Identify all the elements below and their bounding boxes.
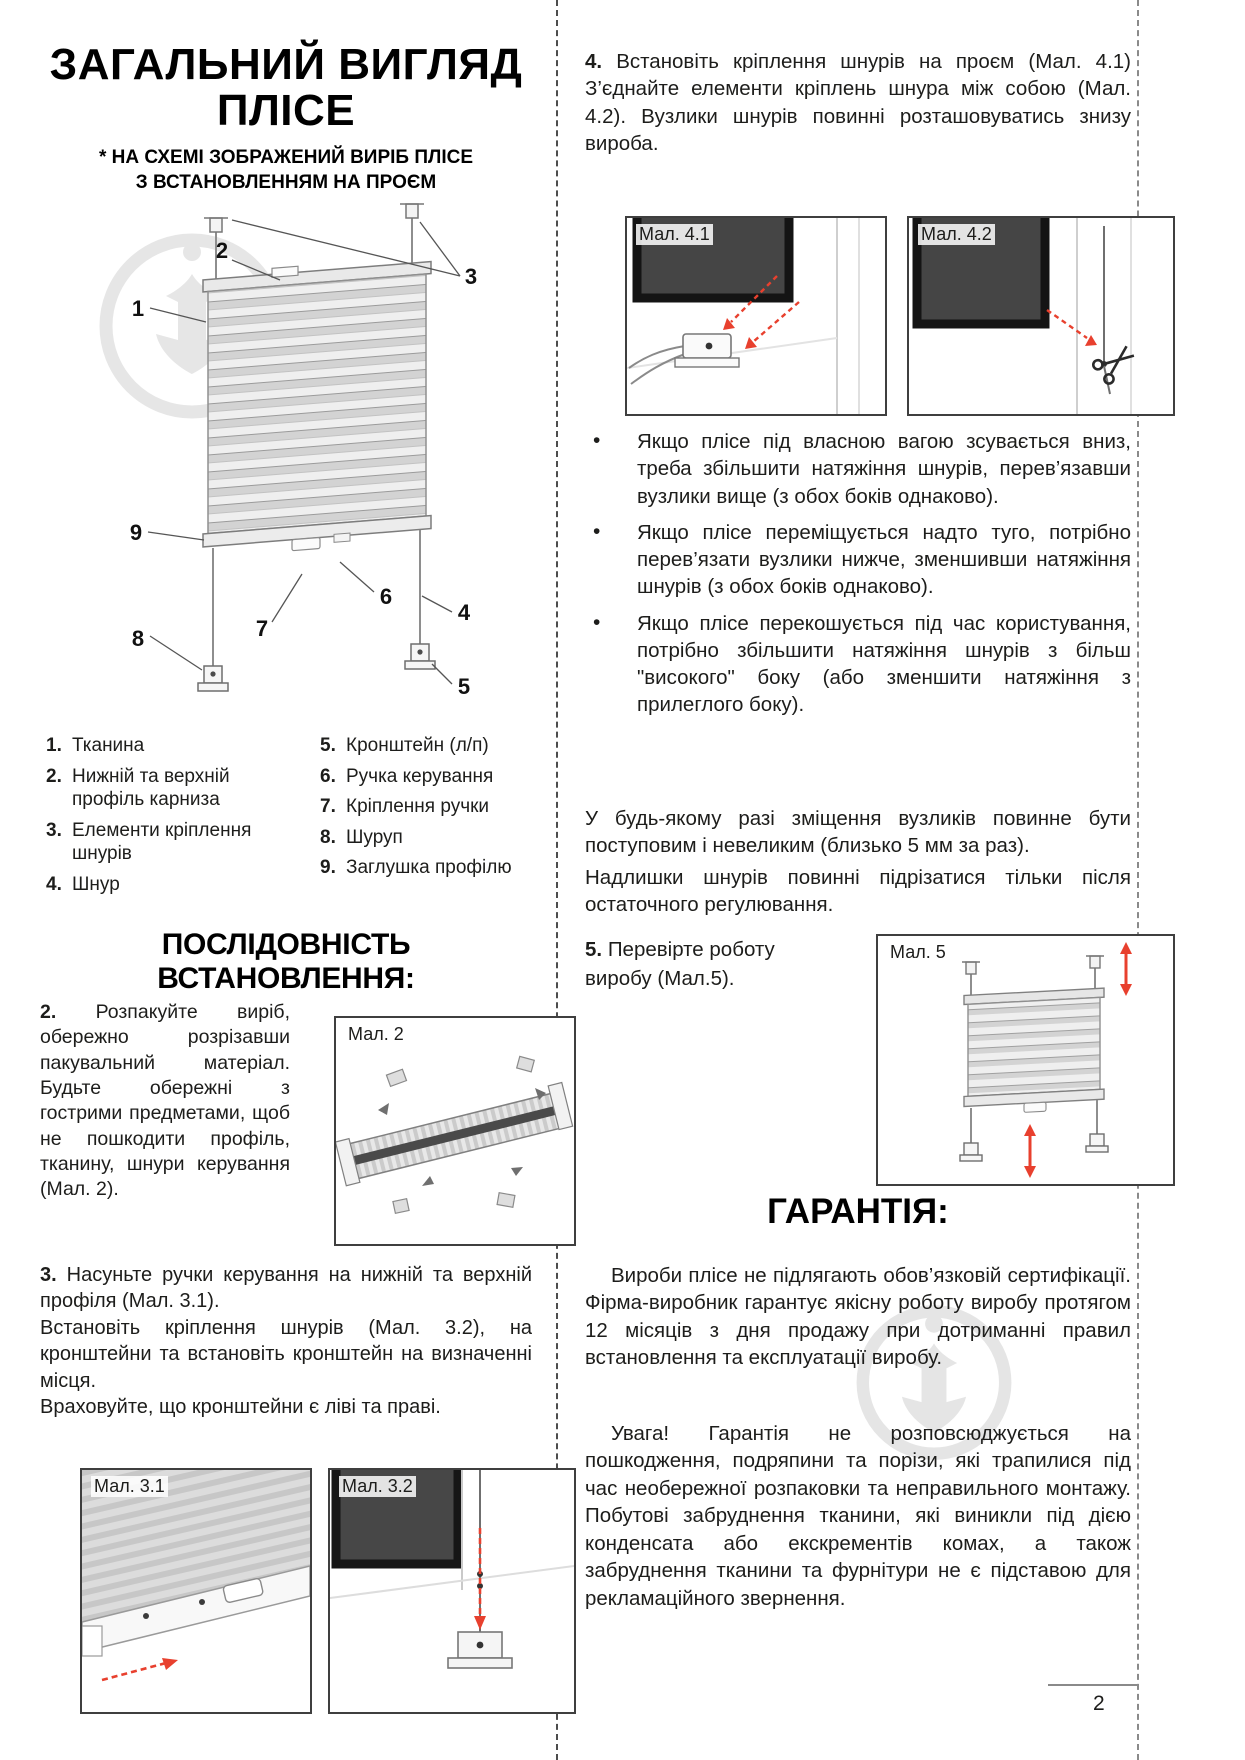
figure-2-label: Мал. 2 <box>345 1024 407 1045</box>
step-2-text: Розпакуйте виріб, обережно розрізавши пакувальний матеріал. Будьте обережні з гострими предметами, щоб не пошкодити профіль, тканину, шнури керування (Мал. 2). <box>40 1001 290 1201</box>
figure-5-label: Мал. 5 <box>887 942 949 963</box>
callout-4: 4 <box>457 600 471 625</box>
figure-3-1-graphic <box>82 1470 310 1712</box>
legend-item-1 <box>46 734 294 758</box>
legend-item-7 <box>320 795 532 819</box>
section-title-installation-sequence: ПОСЛІДОВНІСТЬ ВСТАНОВЛЕННЯ: <box>157 928 415 995</box>
step-4-text: Встановіть кріплення шнурів на проєм (Мал. 4.1) З’єднайте елементи кріплень шнура між собою (Мал. 4.2). Вузлики шнурів повинні розташовуватись знизу вироба. <box>585 50 1131 156</box>
warranty-paragraph-1: Вироби плісе не підлягають обов’язковій сертифікації. Фірма-виробник гарантує якісну роботу виробу протягом 12 місяців з дня продажу при дотриманні правил встановлення та експлуатації виробу. <box>585 1264 1131 1370</box>
bullet-item-3 <box>585 610 1131 719</box>
page-title <box>40 42 532 134</box>
legend-num: 2. <box>46 765 62 787</box>
figure-2 <box>334 1016 576 1246</box>
legend-num: 7. <box>320 796 336 818</box>
bullet-item-1 <box>585 428 1131 510</box>
legend-num: 3. <box>46 819 62 841</box>
page-title-line1: ЗАГАЛЬНИЙ ВИГЛЯД <box>49 40 523 89</box>
figure-2-graphic <box>336 1018 574 1244</box>
callout-2: 2 <box>215 238 229 263</box>
callout-1: 1 <box>131 296 145 321</box>
legend-num: 8. <box>320 826 336 848</box>
bullet-item-2 <box>585 519 1131 601</box>
legend-column-left <box>46 734 294 896</box>
callout-8: 8 <box>131 626 145 651</box>
legend-column-right <box>320 734 532 896</box>
step-3-line3: Враховуйте, що кронштейни є ліві та праві. <box>40 1395 441 1418</box>
legend-item-3 <box>46 819 294 866</box>
adjustment-bullet-list <box>585 428 1131 728</box>
legend-item-6 <box>320 765 532 789</box>
pleated-blind-diagram-graphic <box>40 196 532 721</box>
figure-4-1-label: Мал. 4.1 <box>636 224 713 245</box>
section-title-warranty: ГАРАНТІЯ: <box>767 1192 949 1231</box>
step-3-number: 3. <box>40 1264 57 1286</box>
page-number: 2 <box>1093 1692 1105 1715</box>
step-4-number: 4. <box>585 50 603 73</box>
page-subtitle-line2: З ВСТАНОВЛЕННЯМ НА ПРОЄМ <box>135 171 437 193</box>
right-column <box>585 0 1131 1760</box>
figure-4-1-graphic <box>627 218 885 414</box>
legend-num: 5. <box>320 735 336 756</box>
legend-label: Ручка керування <box>346 765 494 787</box>
figure-5-graphic <box>878 936 1173 1184</box>
legend-label: Кронштейн (л/п) <box>346 735 489 756</box>
page-title-line2: ПЛІСЕ <box>216 85 356 135</box>
figure-overview-diagram <box>40 196 532 721</box>
step-3-paragraph <box>40 1262 532 1420</box>
legend-num: 1. <box>46 735 62 756</box>
legend-label: Заглушка профілю <box>346 857 512 879</box>
step-2-number: 2. <box>40 1001 57 1023</box>
red-arrow-icon <box>102 1658 178 1680</box>
step-3-line1 <box>40 1262 532 1315</box>
legend-num: 4. <box>46 873 62 895</box>
left-column <box>40 0 532 1760</box>
diagram-legend <box>46 734 532 896</box>
figure-3-2-graphic <box>330 1470 574 1712</box>
bullet-text-2: Якщо плісе переміщується надто туго, потрібно перев’язати вузлики нижче, зменшивши натяжіння шнурів (з обох боків однаково). <box>637 520 1131 599</box>
bullet-icon: • <box>593 610 601 634</box>
callout-9: 9 <box>129 520 143 545</box>
legend-num: 6. <box>320 765 336 787</box>
step-3-text1: Насуньте ручки керування на нижній та верхній профіля (Мал. 3.1). <box>40 1264 532 1313</box>
legend-item-8 <box>320 826 532 850</box>
note-line1: У будь-якому разі зміщення вузликів повинне бути поступовим і невеликим (близько 5 мм за раз). <box>585 807 1131 857</box>
bullet-text-3: Якщо плісе перекошується під час користування, потрібно збільшити натяжіння шнурів з більш "високого" боку (або зменшити натяжіння з прилеглого боку). <box>637 611 1131 717</box>
figure-3-2 <box>328 1468 576 1714</box>
page-subtitle <box>40 146 532 195</box>
step-5-number: 5. <box>585 938 603 961</box>
figure-3-1-label: Мал. 3.1 <box>91 1476 168 1497</box>
figure-4-2-graphic <box>909 218 1173 414</box>
legend-label: Кріплення ручки <box>346 796 490 818</box>
figure-4-2-label: Мал. 4.2 <box>918 224 995 245</box>
legend-item-2 <box>46 765 294 812</box>
bullet-icon: • <box>593 519 601 543</box>
callout-3: 3 <box>464 264 478 289</box>
step-3-line2: Встановіть кріплення шнурів (Мал. 3.2), на кронштейни та встановіть кронштейн на визначенні місця. <box>40 1316 532 1392</box>
legend-label: Нижній та верхній профіль карниза <box>72 765 230 811</box>
step-4-paragraph <box>585 48 1131 158</box>
legend-item-9 <box>320 856 532 880</box>
callout-5: 5 <box>457 674 471 699</box>
figure-5 <box>876 934 1175 1186</box>
figure-3-1 <box>80 1468 312 1714</box>
step-5-text: Перевірте роботу виробу (Мал.5). <box>585 938 775 990</box>
page-subtitle-line1: * НА СХЕМІ ЗОБРАЖЕНИЙ ВИРІБ ПЛІСЕ <box>98 147 474 168</box>
step-5-paragraph <box>585 936 823 993</box>
figure-3-2-label: Мал. 3.2 <box>339 1476 416 1497</box>
legend-label: Елементи кріплення шнурів <box>72 819 252 865</box>
legend-label: Шуруп <box>346 826 403 848</box>
legend-item-5 <box>320 734 532 758</box>
figure-4-2 <box>907 216 1175 416</box>
legend-label: Шнур <box>72 873 120 895</box>
bullet-text-1: Якщо плісе під власною вагою зсувається вниз, треба збільшити натяжіння шнурів, перев’язавши вузлики вище (з обох боків однаково). <box>637 430 1131 508</box>
callout-6: 6 <box>379 584 393 609</box>
warranty-paragraph-2: Увага! Гарантія не розповсюджується на пошкодження, подряпини та порізи, які трапилися під час необережної розпаковки та неправильного монтажу. Побутові забруднення тканини, які виникли під дією конденсата або екскрементів комах, а також забруднення тканини та фурнітури не є підставою для рекламаційного звернення. <box>585 1422 1131 1610</box>
figure-4-1 <box>625 216 887 416</box>
callout-7: 7 <box>255 616 269 641</box>
legend-label: Тканина <box>72 735 145 756</box>
legend-num: 9. <box>320 857 336 879</box>
step-2-paragraph <box>40 1000 290 1203</box>
legend-item-4 <box>46 873 294 897</box>
red-arrow-icon <box>1047 310 1097 346</box>
bullet-icon: • <box>593 429 601 452</box>
adjustment-note <box>585 806 1131 919</box>
note-line2: Надлишки шнурів повинні підрізатися тільки після остаточного регулювання. <box>585 866 1131 916</box>
